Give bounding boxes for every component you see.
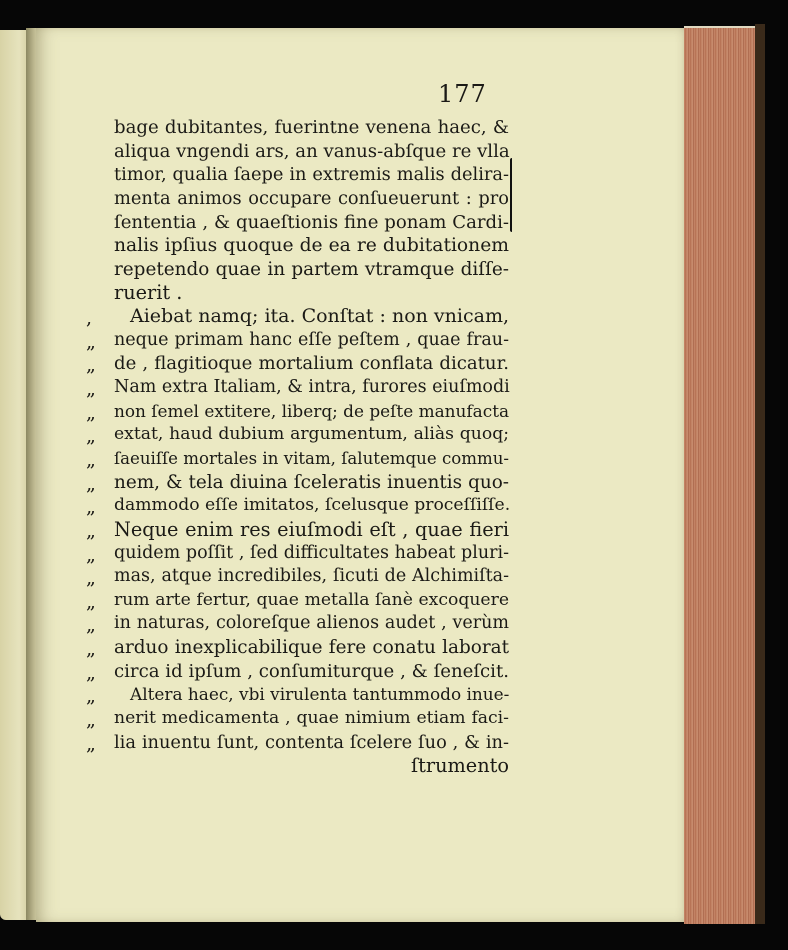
marginal-quote-mark: „ xyxy=(86,425,96,448)
marginal-quote-mark: „ xyxy=(86,732,96,755)
text-line: bage dubitantes, fuerintne venena haec, & xyxy=(114,117,509,138)
marginal-quote-mark: „ xyxy=(86,330,96,353)
text-line: „ Altera haec, vbi virulenta tantummodo inue- xyxy=(86,684,510,708)
text-line: aliqua vngendi ars, an vanus-abſque re vlla xyxy=(114,140,510,162)
text-line: „ nerit medicamenta , quae nimium etiam faci- xyxy=(86,708,509,732)
text-line: ruerit . xyxy=(114,281,183,305)
marginal-quote-mark: „ xyxy=(86,614,96,637)
text-line: menta animos occupare conſueuerunt : pro xyxy=(114,187,509,209)
text-line: „ ſaeuiſſe mortales in vitam, ſalutemque commu- xyxy=(86,448,509,471)
text-line: „ in naturas, coloreſque alienos audet , verùm xyxy=(86,613,509,637)
marginal-quote-mark: , xyxy=(86,307,93,330)
marginal-quote-mark: „ xyxy=(86,590,96,613)
text-line: „ non ſemel extitere, liberq; de peſte manufacta xyxy=(86,400,510,424)
marginal-quote-mark: „ xyxy=(86,401,96,424)
marginal-quote-mark: „ xyxy=(86,638,96,661)
text-line: repetendo quae in partem vtramque diſſe- xyxy=(114,258,509,280)
text-line: ſententia , & quaeſtionis fine ponam Cardi- xyxy=(114,211,509,233)
text-line: nalis ipſius quoque de ea re dubitationem xyxy=(114,235,509,257)
marginal-quote-mark: „ xyxy=(86,567,96,590)
page-number: 177 xyxy=(438,80,487,108)
text-line: „ nem, & tela diuina ſceleratis inuentis quo- xyxy=(86,471,509,495)
text-line: „ Nam extra Italiam, & intra, furores eiuſmodi xyxy=(86,377,510,401)
marginal-quote-mark: „ xyxy=(86,543,96,566)
fore-edge xyxy=(684,26,758,924)
marginal-quote-mark: „ xyxy=(86,472,96,495)
marginal-quote-mark: „ xyxy=(86,661,96,684)
text-line: „ de , flagitioque mortalium conflata dicatur. xyxy=(86,353,509,377)
marginal-quote-mark: „ xyxy=(86,354,96,377)
body-text xyxy=(86,116,511,778)
catchword: ſtrumento xyxy=(411,754,509,778)
margin-bracket-mark xyxy=(510,158,516,232)
text-line: „ neque primam hanc eſſe peſtem , quae frau- xyxy=(86,329,509,353)
marginal-quote-mark: „ xyxy=(86,448,96,471)
marginal-quote-mark: „ xyxy=(86,685,96,708)
text-line: „ dammodo eſſe imitatos, ſcelusque proceſſiſſe. xyxy=(86,495,511,519)
text-line: „ arduo inexplicabilique fere conatu laborat xyxy=(86,637,509,661)
text-line: „ extat, haud dubium argumentum, aliàs quoq; xyxy=(86,424,509,448)
text-line: „ quidem poſſit , ſed difficultates habeat pluri- xyxy=(86,542,509,566)
book-cover-edge xyxy=(755,24,765,924)
text-line: „ mas, atque incredibiles, ſicuti de Alchimiſta- xyxy=(86,566,509,590)
text-line: , Aiebat namq; ita. Conſtat : non vnicam, xyxy=(86,305,509,330)
text-line: timor, qualia ſaepe in extremis malis delira- xyxy=(114,164,509,186)
text-line: „ rum arte fertur, quae metalla ſanè excoquere xyxy=(86,589,509,613)
marginal-quote-mark: „ xyxy=(86,496,96,519)
text-line: „ Neque enim res eiuſmodi eſt , quae fieri xyxy=(86,517,509,542)
text-line: „ circa id ipſum , conſumiturque , & ſeneſcit. xyxy=(86,660,509,684)
marginal-quote-mark: „ xyxy=(86,519,96,542)
marginal-quote-mark: „ xyxy=(86,378,96,401)
text-line: „ lia inuentu ſunt, contenta ſcelere ſuo , & in- xyxy=(86,731,509,755)
marginal-quote-mark: „ xyxy=(86,709,96,732)
